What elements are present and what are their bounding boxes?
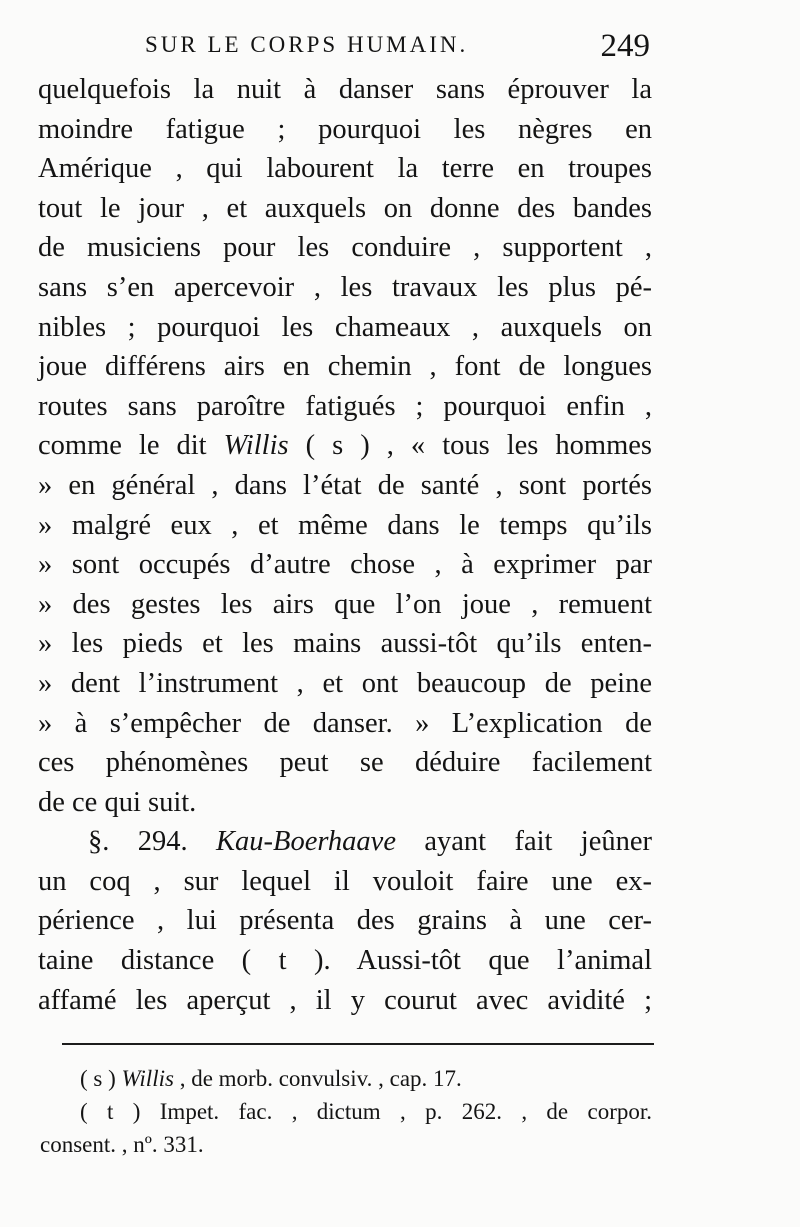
text-line: un coq , sur lequel il vouloit faire une ex- [38, 865, 652, 897]
author-name-boerhaave: Kau-Boerhaave [216, 826, 396, 858]
text-line-willis [38, 426, 652, 466]
text-line: » des gestes les airs que l’on joue , remuent [38, 588, 652, 620]
text-fragment: ayant fait jeûner [395, 826, 653, 858]
footnote-t: ( t ) Impet. fac. , dictum , p. 262. , de corpor. [80, 1099, 652, 1124]
text-line: » malgré eux , et même dans le temps qu’ils [38, 509, 652, 541]
section-heading-line [38, 822, 652, 862]
text-line: de musiciens pour les conduire , supportent , [38, 232, 652, 264]
text-line: Amérique , qui labourent la terre en troupes [38, 153, 652, 185]
text-line: sans s’en apercevoir , les travaux les plus pé- [38, 271, 652, 303]
text-line: affamé les aperçut , il y courut avec avidité ; [38, 984, 652, 1016]
text-fragment: comme le dit [38, 430, 224, 462]
text-line: routes sans paroître fatigués ; pourquoi enfin , [38, 390, 652, 422]
text-line: joue différens airs en chemin , font de longues [38, 351, 652, 383]
text-line: » en général , dans l’état de santé , sont portés [38, 469, 652, 501]
body-text [38, 70, 652, 1020]
text-line: moindre fatigue ; pourquoi les nègres en [38, 113, 652, 145]
text-line: » les pieds et les mains aussi-tôt qu’ils enten- [38, 628, 652, 660]
text-line: ces phénomènes peut se déduire facilement [38, 747, 652, 779]
text-fragment: ( s ) , « tous les hommes [288, 430, 652, 462]
text-line: quelquefois la nuit à danser sans éprouver la [38, 74, 652, 105]
text-line: de ce qui suit. [38, 786, 197, 818]
footnote-t-continued: consent. , nº. 331. [40, 1132, 204, 1157]
running-title: SUR LE CORPS HUMAIN. [145, 32, 469, 57]
footnote-text: , de morb. convulsiv. , cap. 17. [173, 1066, 462, 1091]
text-line: » à s’empêcher de danser. » L’explication de [38, 707, 652, 739]
page-number: 249 [600, 28, 650, 64]
footnote-author: Willis [121, 1066, 174, 1091]
text-line: taine distance ( t ). Aussi-tôt que l’animal [38, 945, 652, 977]
footnote-marker: ( s ) [80, 1066, 116, 1091]
author-name-willis: Willis [223, 430, 289, 462]
footnote-rule [62, 1043, 654, 1045]
section-number: §. 294. [88, 826, 188, 858]
text-line: tout le jour , et auxquels on donne des bandes [38, 192, 652, 224]
text-line: nibles ; pourquoi les chameaux , auxquels on [38, 311, 652, 343]
footnote-s [40, 1062, 652, 1095]
running-head [40, 28, 650, 72]
text-line: périence , lui présenta des grains à une cer- [38, 905, 652, 937]
footnotes [40, 1062, 652, 1161]
text-line: » dent l’instrument , et ont beaucoup de peine [38, 667, 652, 699]
text-line: » sont occupés d’autre chose , à exprimer par [38, 549, 652, 581]
